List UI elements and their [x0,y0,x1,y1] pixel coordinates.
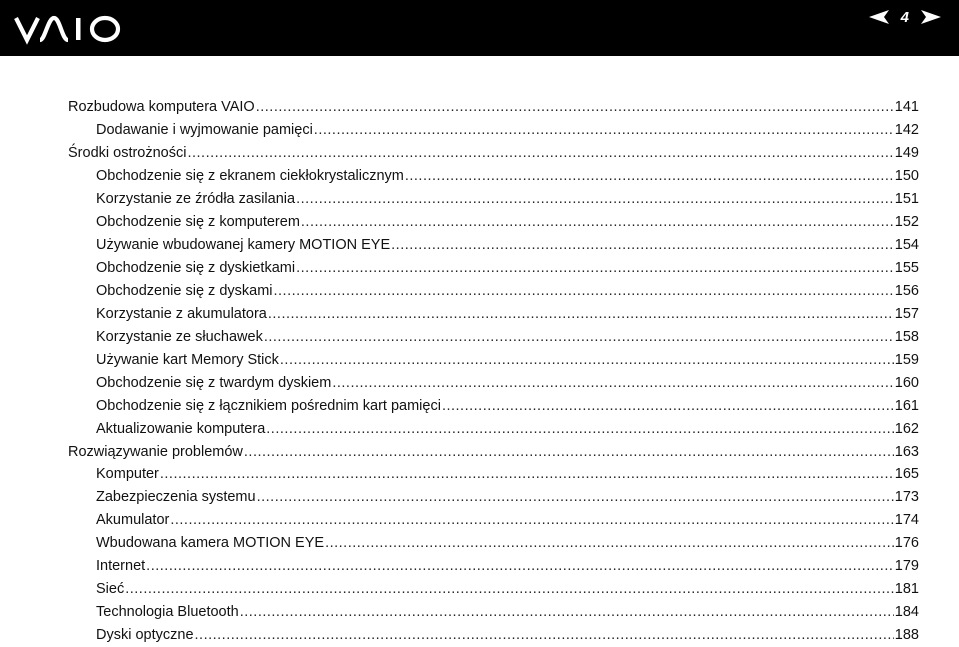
toc-dot-leader [257,489,894,505]
toc-entry-title[interactable]: Dyski optyczne [96,627,194,644]
toc-dot-leader [405,168,894,184]
toc-entry-page[interactable]: 150 [894,168,919,185]
toc-entry-title[interactable]: Obchodzenie się z dyskietkami [96,260,296,277]
toc-entry[interactable] [68,394,919,417]
toc-entry-page[interactable]: 152 [894,214,919,231]
toc-entry-title[interactable]: Akumulator [96,512,170,529]
toc-entry-title[interactable]: Korzystanie ze źródła zasilania [96,191,296,208]
toc-entry-title[interactable]: Obchodzenie się z komputerem [96,214,300,231]
toc-entry[interactable] [68,280,919,303]
arrow-left-icon[interactable] [869,10,889,24]
toc-dot-leader [268,306,894,322]
toc-entry-title[interactable]: Obchodzenie się z dyskami [96,282,273,299]
toc-entry-title[interactable]: Obchodzenie się z ekranem ciekłokrystalicznym [96,168,404,185]
table-of-contents [68,96,919,647]
page-header [0,0,959,56]
toc-entry[interactable] [68,624,919,647]
toc-entry[interactable] [68,325,919,348]
toc-entry-title[interactable]: Używanie kart Memory Stick [96,351,279,368]
toc-entry[interactable] [68,188,919,211]
toc-entry[interactable] [68,302,919,325]
toc-dot-leader [244,444,894,460]
toc-dot-leader [195,627,894,643]
toc-dot-leader [296,191,894,207]
toc-entry-title[interactable]: Wbudowana kamera MOTION EYE [96,535,325,552]
toc-entry[interactable] [68,257,919,280]
toc-entry[interactable] [68,509,919,532]
toc-entry-page[interactable]: 151 [894,191,919,208]
toc-entry-title[interactable]: Aktualizowanie komputera [96,420,266,437]
toc-dot-leader [332,375,893,391]
toc-dot-leader [240,604,894,620]
toc-entry-title[interactable]: Rozwiązywanie problemów [68,443,243,460]
toc-entry-page[interactable]: 158 [894,328,919,345]
toc-entry[interactable] [68,96,919,119]
toc-dot-leader [266,421,894,437]
toc-entry-title[interactable]: Technologia Bluetooth [96,604,239,621]
toc-entry-page[interactable]: 162 [894,420,919,437]
toc-entry-title[interactable]: Sieć [96,581,125,598]
toc-entry-title[interactable]: Rozbudowa komputera VAIO [68,99,255,116]
toc-entry-page[interactable]: 159 [894,351,919,368]
toc-entry-page[interactable]: 188 [894,627,919,644]
toc-dot-leader [170,512,893,528]
toc-entry-title[interactable]: Komputer [96,466,159,483]
toc-entry[interactable] [68,211,919,234]
toc-entry-page[interactable]: 181 [894,581,919,598]
toc-dot-leader [187,145,893,161]
toc-dot-leader [160,466,894,482]
toc-entry-title[interactable]: Obchodzenie się z twardym dyskiem [96,374,332,391]
toc-entry-page[interactable]: 141 [894,99,919,116]
toc-entry[interactable] [68,348,919,371]
toc-entry-page[interactable]: 179 [894,558,919,575]
arrow-right-icon[interactable] [921,10,941,24]
toc-entry-page[interactable]: 155 [894,260,919,277]
toc-entry-title[interactable]: Zabezpieczenia systemu [96,489,256,506]
toc-dot-leader [280,352,894,368]
toc-entry-page[interactable]: 176 [894,535,919,552]
toc-entry-page[interactable]: 184 [894,604,919,621]
toc-entry-page[interactable]: 149 [894,145,919,162]
toc-entry[interactable] [68,463,919,486]
page-navigation [869,6,941,28]
toc-entry[interactable] [68,119,919,142]
toc-entry-page[interactable]: 174 [894,512,919,529]
toc-entry-page[interactable]: 161 [894,397,919,414]
toc-entry-page[interactable]: 165 [894,466,919,483]
toc-entry-page[interactable]: 157 [894,305,919,322]
toc-entry[interactable] [68,578,919,601]
toc-dot-leader [146,558,894,574]
toc-dot-leader [301,214,894,230]
toc-dot-leader [274,283,894,299]
toc-entry[interactable] [68,165,919,188]
toc-dot-leader [314,122,894,138]
toc-entry[interactable] [68,601,919,624]
page-number: 4 [900,8,909,26]
toc-dot-leader [391,237,894,253]
toc-entry-title[interactable]: Korzystanie ze słuchawek [96,328,263,345]
toc-entry[interactable] [68,417,919,440]
toc-entry[interactable] [68,234,919,257]
toc-entry-page[interactable]: 142 [894,122,919,139]
toc-entry-title[interactable]: Internet [96,558,146,575]
toc-dot-leader [125,581,894,597]
toc-entry-title[interactable]: Środki ostrożności [68,145,187,162]
toc-entry-page[interactable]: 160 [894,374,919,391]
toc-entry-title[interactable]: Dodawanie i wyjmowanie pamięci [96,122,313,139]
toc-dot-leader [325,535,894,551]
vaio-logo [14,12,122,46]
toc-entry[interactable] [68,532,919,555]
toc-entry-title[interactable]: Używanie wbudowanej kamery MOTION EYE [96,237,391,254]
toc-dot-leader [442,398,894,414]
toc-dot-leader [264,329,894,345]
toc-entry[interactable] [68,486,919,509]
toc-entry-page[interactable]: 156 [894,282,919,299]
toc-entry-page[interactable]: 163 [894,443,919,460]
toc-entry-title[interactable]: Korzystanie z akumulatora [96,305,267,322]
toc-entry[interactable] [68,142,919,165]
toc-entry[interactable] [68,440,919,463]
toc-entry-page[interactable]: 173 [894,489,919,506]
toc-entry[interactable] [68,555,919,578]
toc-entry[interactable] [68,371,919,394]
toc-entry-page[interactable]: 154 [894,237,919,254]
toc-entry-title[interactable]: Obchodzenie się z łącznikiem pośrednim kart pamięci [96,397,441,414]
toc-dot-leader [296,260,894,276]
toc-dot-leader [256,99,894,115]
